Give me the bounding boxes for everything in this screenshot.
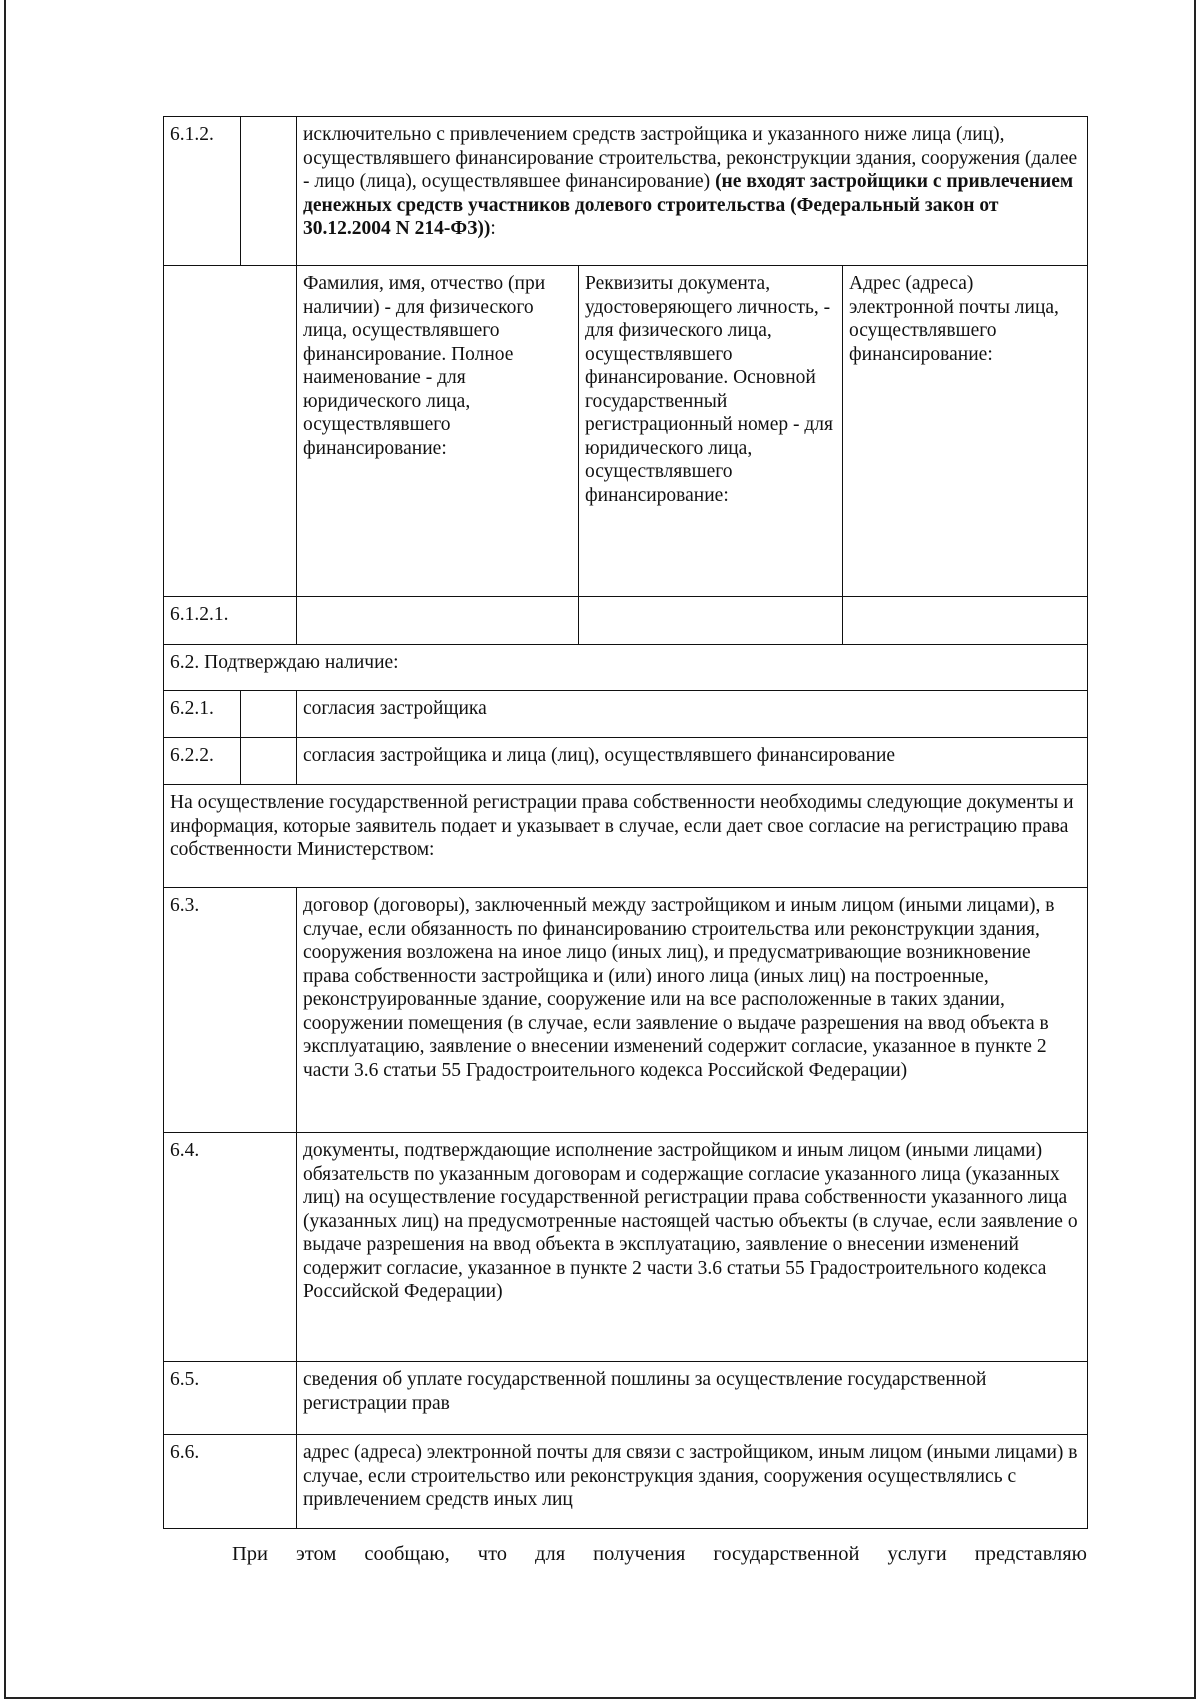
row-6-4	[164, 1133, 1088, 1362]
row-number: 6.1.2.1.	[164, 597, 297, 645]
row-headers	[164, 266, 1088, 597]
row-number: 6.5.	[164, 1362, 297, 1435]
row-text: договор (договоры), заключенный между застройщиком и иным лицом (иными лицами), в случае, если обязанность по финансированию строительства или реконструкции здания, сооружения возложена на иное лицо (иных лиц), и предусматривающие возникновение права собственности застройщика и (или) иного лица (иных лиц) на построенные, реконструированные здание, сооружение или на все расположенные в таких здании, сооружении помещения (в случае, если заявление о выдаче разрешения на ввод объекта в эксплуатацию, заявление о внесении изменений содержит согласие, указанное в пункте 2 части 3.6 статьи 55 Градостроительного кодекса Российской Федерации)	[297, 888, 1088, 1133]
row-text: согласия застройщика	[297, 691, 1088, 738]
row-6-5	[164, 1362, 1088, 1435]
row-text-normal: исключительно с привлечением средств застройщика и указанного ниже лица (лиц), осуществлявшего финансирование строительства, реконструкции здания, сооружения (далее - лицо (лица), осуществлявшее финансирование)	[303, 124, 1078, 192]
row-number: 6.6.	[164, 1435, 297, 1529]
row-number: 6.4.	[164, 1133, 297, 1362]
row-text: документы, подтверждающие исполнение застройщиком и иным лицом (иными лицами) обязательств по указанным договорам и содержащие согласие указанного лица (указанных лиц) на осуществление государственной регистрации права собственности указанного лица (указанных лиц) на предусмотренные настоящей частью объекты (в случае, если заявление о выдаче разрешения на ввод объекта в эксплуатацию, заявление о внесении изменений содержит согласие, указанное в пункте 2 части 3.6 статьи 55 Градостроительного кодекса Российской Федерации)	[297, 1133, 1088, 1362]
row-number: 6.1.2.	[164, 117, 241, 266]
input-email[interactable]	[843, 597, 1088, 645]
row-6-2-2	[164, 738, 1088, 785]
row-6-3	[164, 888, 1088, 1133]
info-text: На осуществление государственной регистрации права собственности необходимы следующие документы и информация, которые заявитель подает и указывает в случае, если дает свое согласие на регистрацию права собственности Министерством:	[164, 785, 1088, 888]
row-text: согласия застройщика и лица (лиц), осуществлявшего финансирование	[297, 738, 1088, 785]
row-text-end: :	[490, 218, 496, 239]
empty-cell	[164, 266, 297, 597]
section-title: 6.2. Подтверждаю наличие:	[164, 645, 1088, 691]
row-number: 6.2.2.	[164, 738, 241, 785]
row-6-1-2-1	[164, 597, 1088, 645]
row-text	[297, 117, 1088, 266]
closing-paragraph: При этом сообщаю, что для получения государственной услуги представляю	[232, 1543, 1087, 1565]
input-document[interactable]	[579, 597, 843, 645]
row-number: 6.3.	[164, 888, 297, 1133]
row-6-2	[164, 645, 1088, 691]
header-document: Реквизиты документа, удостоверяющего личность, - для физического лица, осуществлявшего финансирование. Основной государственный регистрационный номер - для юридического лица, осуществлявшего финансирование:	[579, 266, 843, 597]
row-6-1-2	[164, 117, 1088, 266]
header-full-name: Фамилия, имя, отчество (при наличии) - для физического лица, осуществлявшего финансирование. Полное наименование - для юридического лица, осуществлявшего финансирование:	[297, 266, 579, 597]
input-full-name[interactable]	[297, 597, 579, 645]
row-text: сведения об уплате государственной пошлины за осуществление государственной регистрации прав	[297, 1362, 1088, 1435]
header-email: Адрес (адреса) электронной почты лица, осуществлявшего финансирование:	[843, 266, 1088, 597]
checkbox-cell[interactable]	[241, 738, 297, 785]
row-text: адрес (адреса) электронной почты для связи с застройщиком, иным лицом (иными лицами) в случае, если строительство или реконструкция здания, сооружения осуществлялись с привлечением средств иных лиц	[297, 1435, 1088, 1529]
row-number: 6.2.1.	[164, 691, 241, 738]
row-info	[164, 785, 1088, 888]
form-table	[163, 116, 1088, 1529]
row-6-6	[164, 1435, 1088, 1529]
row-text-bold: (не входят застройщики с привлечением денежных средств участников долевого строительства (Федеральный закон от 30.12.2004 N 214-ФЗ))	[303, 171, 1074, 239]
checkbox-cell[interactable]	[241, 117, 297, 266]
checkbox-cell[interactable]	[241, 691, 297, 738]
row-6-2-1	[164, 691, 1088, 738]
